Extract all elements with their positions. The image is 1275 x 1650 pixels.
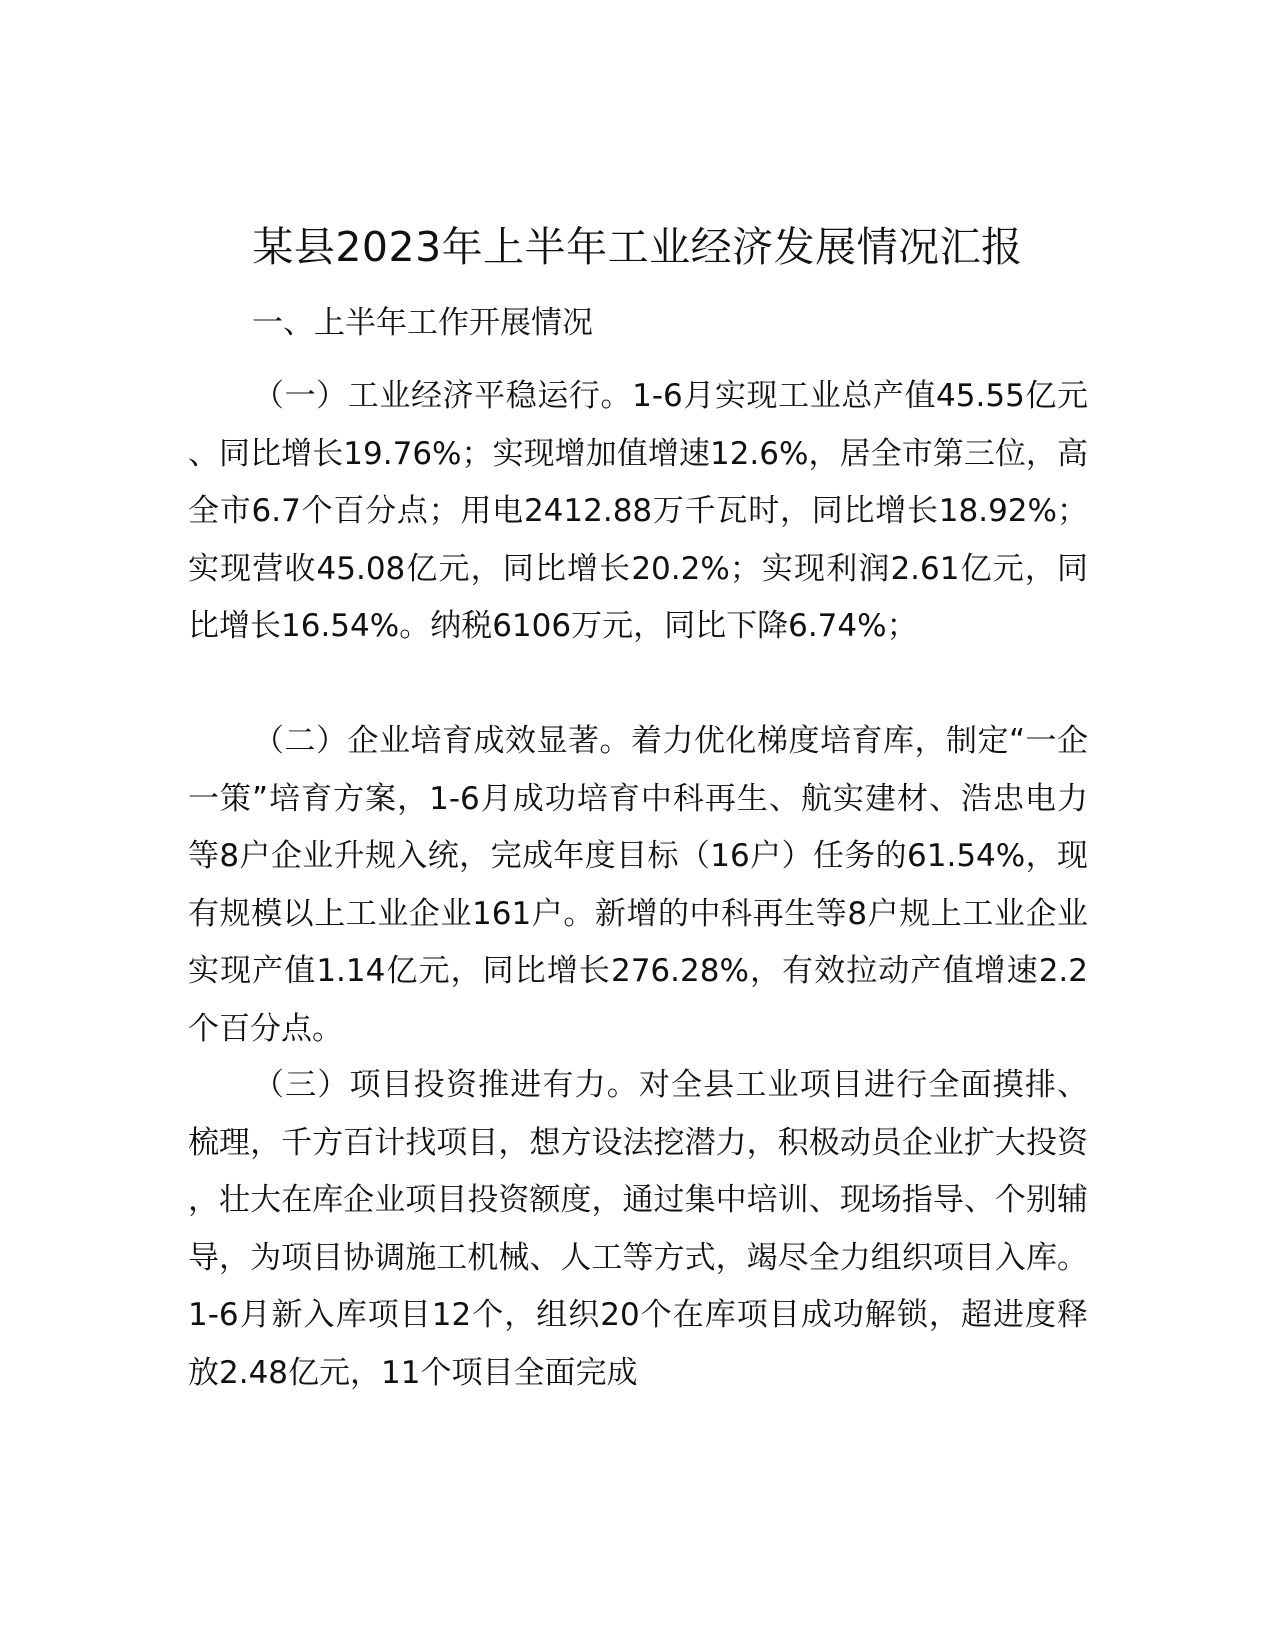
paragraph-project-investment: （三）项目投资推进有力。对全县工业项目进行全面摸排、梳理，千方百计找项目，想方设法挖潜力，积极动员企业扩大投资，壮大在库企业项目投资额度，通过集中培训、现场指导、个别辅导，为项目协调施工机械、人工等方式，竭尽全力组织项目入库。1-6月新入库项目12个，组织20个在库项目成功解锁，超进度释放2.48亿元，11个项目全面完成: [188, 1067, 1088, 1391]
paragraph-enterprise-cultivation: （二）企业培育成效显著。着力优化梯度培育库，制定“一企一策”培育方案，1-6月成功培育中科再生、航实建材、浩忠电力等8户企业升规入统，完成年度目标（16户）任务的61.54%，现有规模以上工业企业161户。新增的中科再生等8户规上工业企业实现产值1.14亿元，同比增长276.28%，有效拉动产值增速2.2个百分点。: [188, 723, 1088, 1047]
paragraph-industrial-economy: （一）工业经济平稳运行。1-6月实现工业总产值45.55亿元、同比增长19.76%；实现增加值增速12.6%，居全市第三位，高全市6.7个百分点；用电2412.88万千瓦时，同比增长18.92%；实现营收45.08亿元，同比增长20.2%；实现利润2.61亿元，同比增长16.54%。纳税6106万元，同比下降6.74%；: [188, 378, 1088, 644]
document-title: 某县2023年上半年工业经济发展情况汇报: [252, 223, 1023, 271]
section-heading: 一、上半年工作开展情况: [252, 305, 593, 341]
